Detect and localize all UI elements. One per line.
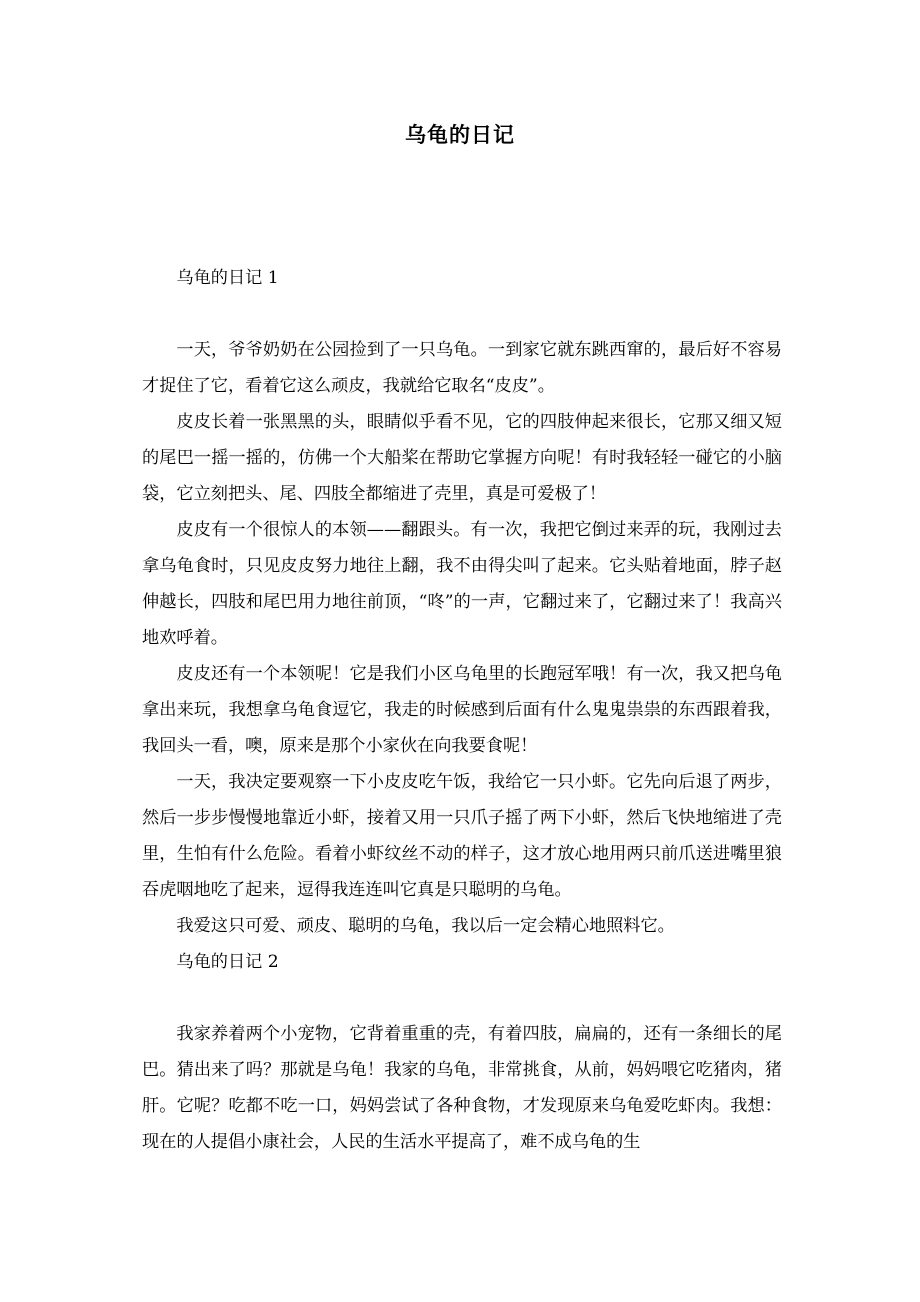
paragraph: 一天，我决定要观察一下小皮皮吃午饭，我给它一只小虾。它先向后退了两步，然后一步步慢慢地靠近小虾，接着又用一只爪子摇了两下小虾，然后飞快地缩进了壳里，生怕有什么危险。看着小虾纹丝不动的样子，这才放心地用两只前爪送进嘴里狼吞虎咽地吃了起来，逗得我连连叫它真是只聪明的乌龟。: [142, 772, 782, 900]
blank-line: [142, 296, 782, 332]
paragraph: 皮皮长着一张黑黑的头，眼睛似乎看不见，它的四肢伸起来很长，它那又细又短的尾巴一摇一摇的，仿佛一个大船桨在帮助它掌握方向呢！有时我轻轻一碰它的小脑袋，它立刻把头、尾、四肢全都缩进了壳里，真是可爱极了！: [142, 412, 782, 504]
section-heading: 乌龟的日记 1: [176, 268, 279, 288]
document-body: [142, 260, 782, 1160]
paragraph: 我爱这只可爱、顽皮、聪明的乌龟，我以后一定会精心地照料它。: [176, 916, 675, 936]
document-title: 乌龟的日记: [405, 123, 515, 147]
blank-line: [142, 980, 782, 1016]
paragraph: 一天，爷爷奶奶在公园捡到了一只乌龟。一到家它就东跳西窜的，最后好不容易才捉住了它，看着它这么顽皮，我就给它取名“皮皮”。: [142, 340, 782, 396]
section-heading: 乌龟的日记 2: [176, 952, 279, 972]
paragraph: 皮皮还有一个本领呢！它是我们小区乌龟里的长跑冠军哦！有一次，我又把乌龟拿出来玩，我想拿乌龟食逗它，我走的时候感到后面有什么鬼鬼祟祟的东西跟着我，我回头一看，噢，原来是那个小家伙在向我要食呢！: [142, 664, 782, 756]
paragraph: 我家养着两个小宠物，它背着重重的壳，有着四肢，扁扁的，还有一条细长的尾巴。猜出来了吗？那就是乌龟！我家的乌龟，非常挑食，从前，妈妈喂它吃猪肉，猪肝。它呢？吃都不吃一口，妈妈尝试了各种食物，才发现原来乌龟爱吃虾肉。我想：现在的人提倡小康社会，人民的生活水平提高了，难不成乌龟的生: [142, 1024, 782, 1152]
paragraph: 皮皮有一个很惊人的本领——翻跟头。有一次，我把它倒过来弄的玩，我刚过去拿乌龟食时，只见皮皮努力地往上翻，我不由得尖叫了起来。它头贴着地面，脖子赵伸越长，四肢和尾巴用力地往前顶，“咚”的一声，它翻过来了，它翻过来了！我高兴地欢呼着。: [142, 520, 782, 648]
